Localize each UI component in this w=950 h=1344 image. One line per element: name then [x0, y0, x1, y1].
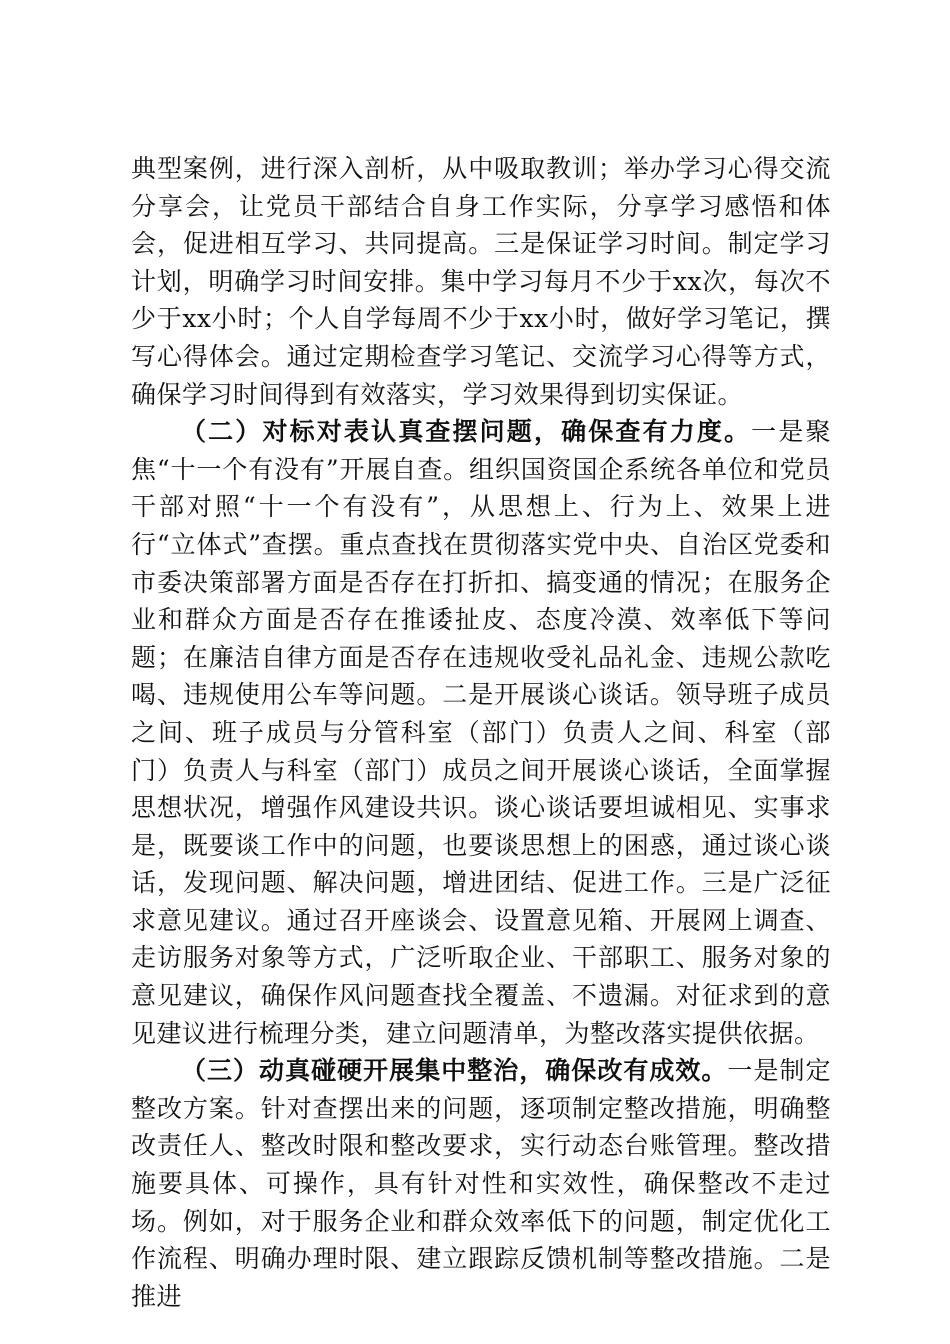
- section-heading: （三）动真碰硬开展集中整治，确保改有成效。: [181, 1056, 728, 1086]
- paragraph-text: 一是聚焦“十一个有没有”开展自查。组织国资国企系统各单位和党员干部对照“十一个有没有”，从思想上、行为上、效果上进行“立体式”查摆。重点查找在贯彻落实党中央、自治区党委和市委决策部署方面是否存在打折扣、搞变通的情况；在服务企业和群众方面是否存在推诿扯皮、态度冷漠、效率低下等问题；在廉洁自律方面是否存在违规收受礼品礼金、违规公款吃喝、违规使用公车等问题。二是开展谈心谈话。领导班子成员之间、班子成员与分管科室（部门）负责人之间、科室（部门）负责人与科室（部门）成员之间开展谈心谈话，全面掌握思想状况，增强作风建设共识。谈心谈话要坦诚相见、实事求是，既要谈工作中的问题，也要谈思想上的困惑，通过谈心谈话，发现问题、解决问题，增进团结、促进工作。三是广泛征求意见建议。通过召开座谈会、设置意见箱、开展网上调查、走访服务对象等方式，广泛听取企业、干部职工、服务对象的意见建议，确保作风问题查找全覆盖、不遗漏。对征求到的意见建议进行梳理分类，建立问题清单，为整改落实提供依据。: [131, 417, 831, 1048]
- document-body: [131, 150, 831, 1315]
- paragraph-section-three: [131, 1052, 831, 1315]
- paragraph-text: 一是制定整改方案。针对查摆出来的问题，逐项制定整改措施，明确整改责任人、整改时限和整改要求，实行动态台账管理。整改措施要具体、可操作，具有针对性和实效性，确保整改不走过场。例如，对于服务企业和群众效率低下的问题，制定优化工作流程、明确办理时限、建立跟踪反馈机制等整改措施。二是推进: [131, 1056, 831, 1311]
- section-heading: （二）对标对表认真查摆问题，确保查有力度。: [181, 417, 752, 447]
- paragraph-text: 典型案例，进行深入剖析，从中吸取教训；举办学习心得交流分享会，让党员干部结合自身工作实际，分享学习感悟和体会，促进相互学习、共同提高。三是保证学习时间。制定学习计划，明确学习时间安排。集中学习每月不少于xx次，每次不少于xx小时；个人自学每周不少于xx小时，做好学习笔记，撰写心得体会。通过定期检查学习笔记、交流学习心得等方式，确保学习时间得到有效落实，学习效果得到切实保证。: [131, 154, 831, 409]
- paragraph-section-two: [131, 413, 831, 1052]
- paragraph-continued: [131, 150, 831, 413]
